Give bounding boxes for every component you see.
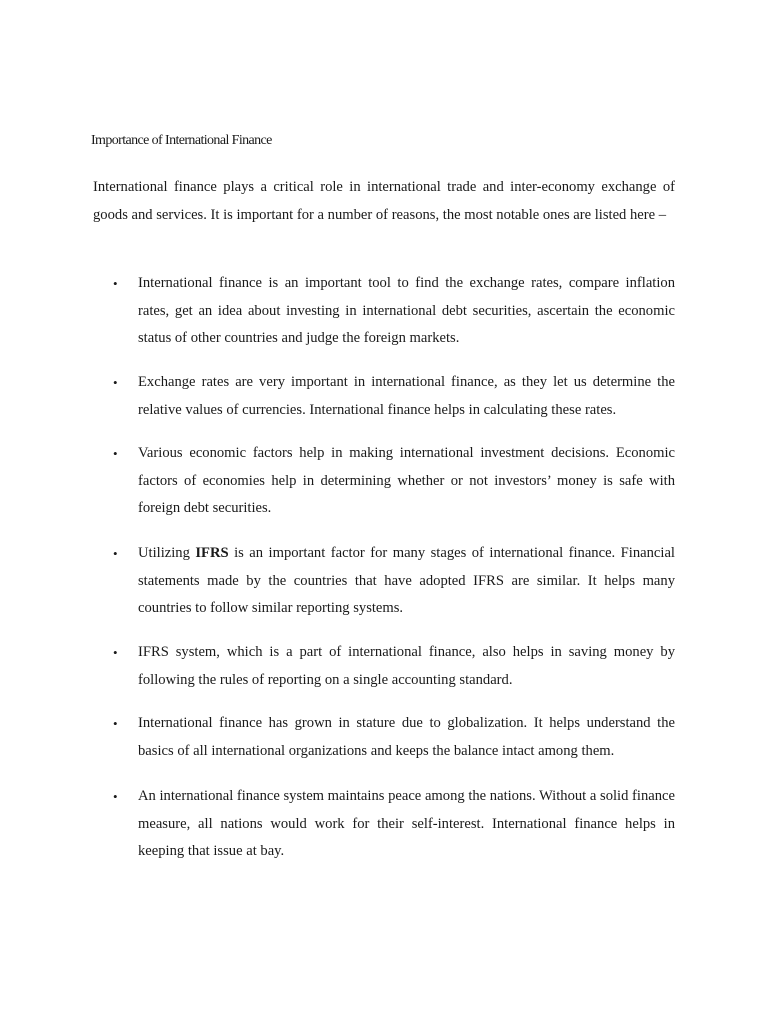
document-title: Importance of International Finance xyxy=(91,133,272,148)
bullet-icon: • xyxy=(113,276,118,291)
list-item-text: IFRS system, which is a part of international finance, also helps in saving money by following the rules of reporting on a single accounting standard. xyxy=(138,644,675,688)
list-item-text xyxy=(138,540,675,623)
bullet-icon: • xyxy=(113,645,118,660)
list-item-text: An international finance system maintains peace among the nations. Without a solid finance measure, all nations would work for their self-interest. International finance helps in keeping that issue at bay. xyxy=(138,788,675,859)
ifrs-term: IFRS xyxy=(195,545,229,561)
bullet-icon: • xyxy=(113,375,118,390)
bullet-icon: • xyxy=(113,446,118,461)
list-item-text: International finance has grown in stature due to globalization. It helps understand the basics of all international organizations and keeps the balance intact among them. xyxy=(138,715,675,759)
bullet-icon: • xyxy=(113,789,118,804)
bullet-icon: • xyxy=(113,546,118,561)
bullet-icon: • xyxy=(113,716,118,731)
list-item-text-suffix: is an important factor for many stages of international finance. Financial statements made by the countries that have adopted IFRS are similar. It helps many countries to follow similar reporting systems. xyxy=(138,545,675,616)
intro-paragraph: International finance plays a critical role in international trade and inter-economy exchange of goods and services. It is important for a number of reasons, the most notable ones are listed here – xyxy=(93,179,675,223)
list-item-text-prefix: Utilizing xyxy=(138,545,196,561)
list-item-text: Exchange rates are very important in international finance, as they let us determine the relative values of currencies. International finance helps in calculating these rates. xyxy=(138,374,675,418)
list-item-text: International finance is an important tool to find the exchange rates, compare inflation rates, get an idea about investing in international debt securities, ascertain the economic status of other countries and judge the foreign markets. xyxy=(138,275,675,346)
list-item-text: Various economic factors help in making international investment decisions. Economic factors of economies help in determining whether or not investors’ money is safe with foreign debt securities. xyxy=(138,445,675,516)
